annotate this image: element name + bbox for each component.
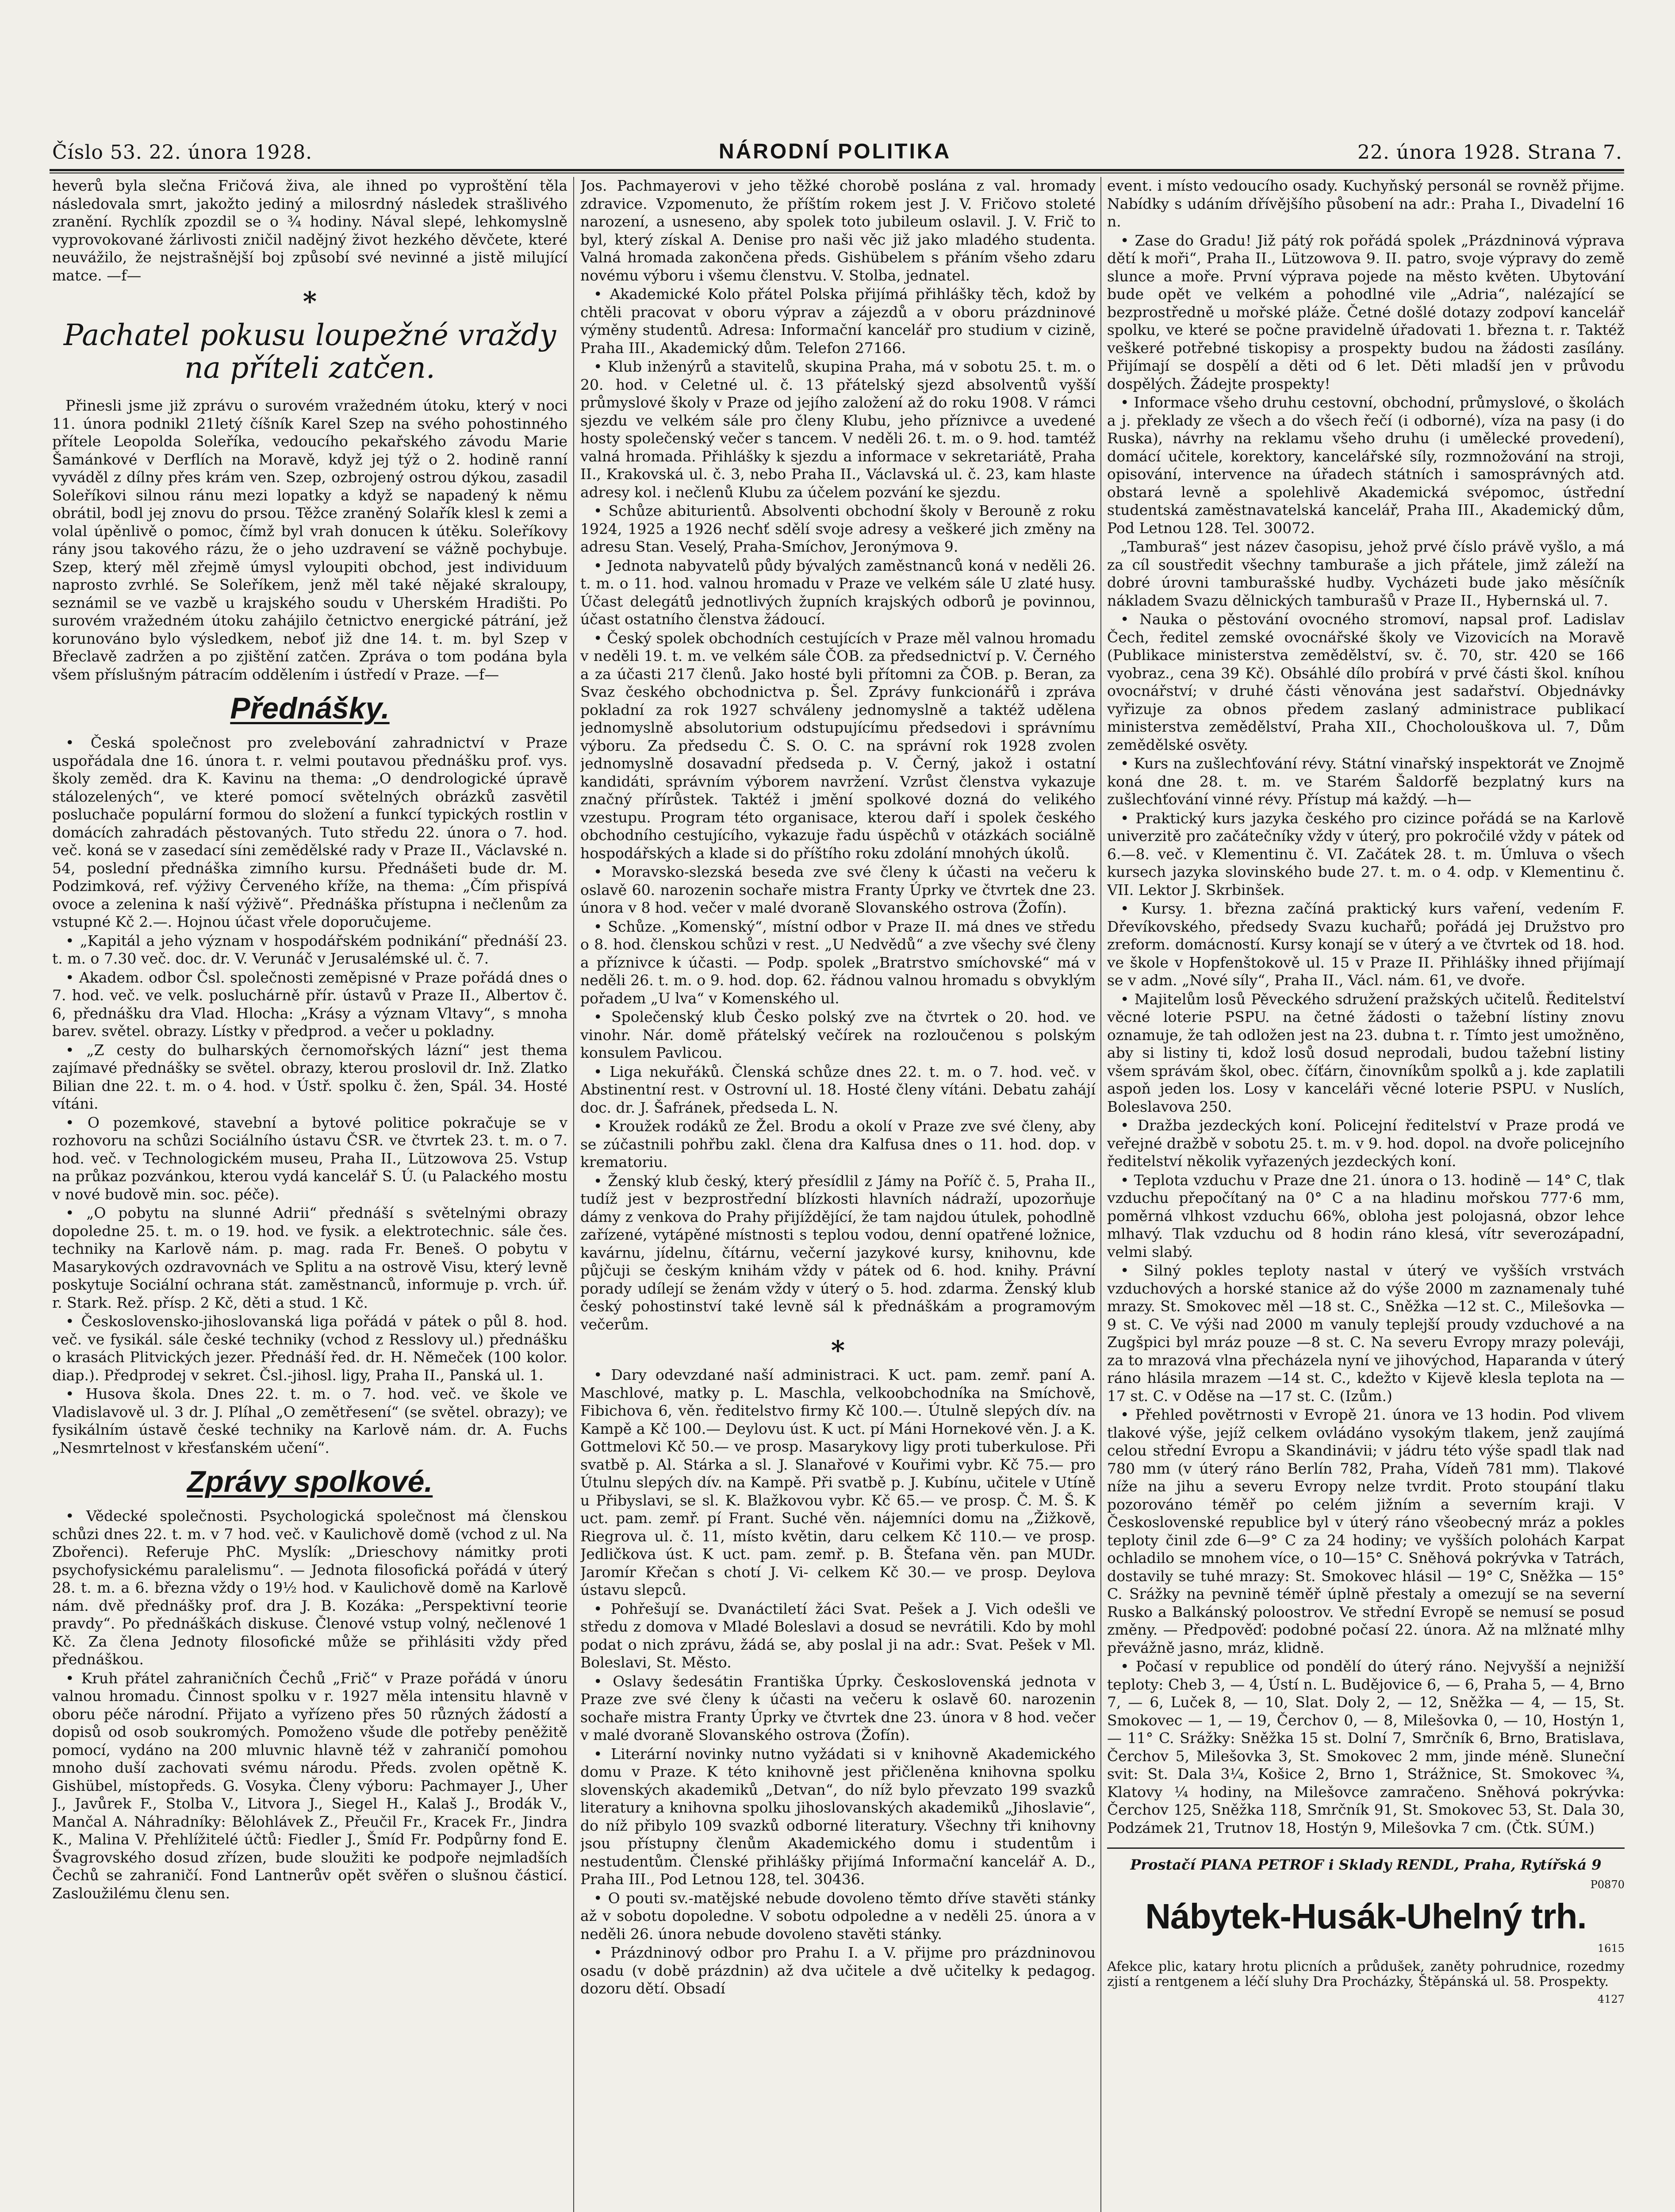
notice-paragraph: • Dary odevzdané naší administraci. K uct. pam. zemř. paní A. Maschlové, matky p. L. Maschla, velkoobchodníka na Smíchově, Fibichova 6, věn. ředitelstvo firmy Kč 100.—. Útulně slepých dív. na Kampě a Kč 100.— Deylovu úst. K uct. pí Máni Hornekové věn. J. a K. Gottmelovi Kč 50.— ve prosp. Masarykovy ligy proti tuberkulose. Při svatbě p. Al. Stárka a sl. J. Slanařové v Kouřimi vybr. Kč 75.— pro Útulnu slepých dív. na Kampě. Při svatbě p. J. Kubínu, učitele v Utíně u Přibyslavi, se sl. K. Blažkovou vybr. Kč 65.— ve prosp. Č. M. Š. K uct. pam. zemř. pí Frant. Suché věn. nájemníci domu na „Žižkově, Riegrova ul. č. 11, místo květin, daru celkem Kč 110.— ve prosp. Jedličkova úst. K uct. pam. zemř. p. B. Štefana věn. pan MUDr. Jaromír Křečan s chotí J. Vi‑ celkem Kč 30.— ve prosp. Deylova ústavu slepců. (580, 1366, 1096, 1598)
notice-paragraph: • Akademické Kolo přátel Polska přijímá přihlášky těch, kdož by chtěli pracovat v oboru výprav a zájezdů a v oboru prázdninové výměny studentů. Adresa: Informační kancelář pro studium v cizině, Praha III., Akademický dům. Telefon 27166. (580, 285, 1096, 357)
notice-paragraph: • Liga nekuřáků. Členská schůze dnes 22. t. m. o 7. hod. več. v Abstinentní rest. v Ostrovní ul. 18. Hosté členy vítáni. Debatu zahájí doc. dr. J. Šafránek, předseda L. N. (580, 1063, 1096, 1116)
article-headline: Pachatel pokusu loupežné vraždy na příteli zatčen. (63, 318, 556, 385)
notice-paragraph: • Český spolek obchodních cestujících v Praze měl valnou hromadu v neděli 19. t. m. ve velkém sále ČOB. za předsednictví p. V. Černého a za účasti 217 členů. Jako hosté byli přítomni za ČOB. p. Beran, za Svaz českého obchodnictva p. Šel. Zprávy funkcionářů i zpráva pokladní za rok 1927 schváleny jednomyslně a taktéž udělena jednomyslně absolutorium odstupujícímu předsedovi i správnímu výboru. Za předsedu Č. S. O. C. na správní rok 1928 zvolen jednomyslně dosavadní předseda p. V. Černý, jakož i ostatní kandidáti, správním výborem navržení. Vzrůst členstva vykazuje značný přírůstek. Taktéž i jmění spolkové dozná do velikého vzestupu. Program této organisace, kterou daří i spolek českého obchodního cestujícího, vykazuje řadu úspěchů v otázkách sociálně hospodářských a klade si do příštího roku zdolání mnohých úkolů. (580, 629, 1096, 862)
notice-paragraph: event. i místo vedoucího osady. Kuchyňský personál se rovněž přijme. Nabídky s udáním dřívějšího působení na adr.: Praha I., Divadelní 16 n. (1107, 177, 1625, 230)
notice-paragraph: • Schůze. „Komenský“, místní odbor v Praze II. má dnes ve středu o 8. hod. členskou schůzi v rest. „U Nedvědů“ a zve všechy své členy a příznivce k účasti. — Podp. spolek „Bratrstvo smíchovské“ má v neděli 26. t. m. o 9. hod. dop. 62. řádnou valnou hromadu s obvyklým pořadem „U lva“ v Komenského ul. (580, 918, 1096, 1007)
column-divider (1100, 177, 1101, 2212)
notice-paragraph: • Akadem. odbor Čsl. společnosti zeměpisné v Praze pořádá dnes o 7. hod. več. ve velk. posluchárně přír. ústavů v Praze II., Albertov č. 6, přednášku dra Vlad. Hlocha: „Krásy a význam Vltavy“, s mnoha barev. světel. obrazy. Lístky v předprod. a večer u pokladny. (52, 968, 567, 1040)
masthead: NÁRODNÍ POLITIKA (718, 140, 951, 163)
ad-code: 1615 (1597, 1942, 1625, 1955)
notice-paragraph: • „Z cesty do bulharských černomořských lázní“ jest thema zajímavé přednášky se světel. obrazy, kterou proslovil dr. Inž. Zlatko Bilian dne 22. t. m. o 4. hod. v Ústř. spolku č. žen, Spál. 34. Hosté vítáni. (52, 1041, 567, 1112)
notice-paragraph: • Dražba jezdeckých koní. Policejní ředitelství v Praze prodá ve veřejné dražbě v sobotu 25. t. m. v 9. hod. dopol. na dvoře policejního ředitelství několik vyřazených jezdeckých koní. (1107, 1117, 1625, 1170)
page-header (52, 133, 1622, 164)
notice-paragraph: • Zase do Gradu! Již pátý rok pořádá spolek „Prázdninová výprava dětí k moři“, Praha II., Lützowova 9. II. patro, svoje výpravy do země slunce a moře. První výprava pojede na město květen. Ubytování bude opět ve velkém a pohodlné vile „Adria“, nalézající se bezprostředně u mořské pláže. Četné došlé dotazy zodpoví kancelář spolku, ve které se počne pravidelně úřadovati 1. března t. r. Taktéž veškeré potřebné tiskopisy a prospekty budou na žádosti zasílány. Přijímají se dospělí a děti od 6 let. Děti mladší jen v průvodu dospělých. Žádejte prospekty! (1107, 231, 1625, 392)
ad-code: P0870 (1590, 1878, 1625, 1891)
article-paragraph: Přinesli jsme již zprávu o surovém vražedném útoku, který v noci 11. února podnikl 21letý číšník Karel Szep na svého pohostinného přítele Leopolda Soleříka, vedoucího pekařského závodu Marie Šamánkové v Derflích na Moravě, když jej týž o 2. hodině ranní vyváděl z dílny přes krám ven. Szep, ozbrojený ostrou dýkou, zasadil Soleříkovi silnou ránu mezi lopatky a když se napadený k němu obrátil, bodl jej znovu do prsou. Těžce zraněný Solařík klesl k zemi a volal úpěnlivě o pomoc, čímž byl vrah donucen k útěku. Soleříkovy rány jsou takového rázu, že o jeho uzdravení se vážně pochybuje. Szep, který měl zřejmě úmysl vyloupiti obchod, jest individuum naprosto zvrhlé. Se Soleříkem, jenž měl také nějaké skraloupy, seznámil se ve vazbě u krajského soudu v Uherském Hradišti. Po surovém vražedném útoku zahájilo četnictvo energické pátrání, jež korunováno bylo výsledkem, neboť již dne 14. t. m. byl Szep v Břeclavě zadržen a po zjištění zatčen. Zpráva o tom podána byla všem příslušným pátracím oddělením i ústředí v Praze. —f— (52, 397, 567, 683)
separator-asterisk: * (303, 286, 317, 317)
weather-paragraph: • Přehled povětrnosti v Evropě 21. února ve 13 hodin. Pod vlivem tlakové výše, jejíž celkem ovládáno vysokým tlakem, jenž zaujímá celou střední Evropu a Skandinávii; v jádru této výše spadl tlak nad 780 mm (v úterý ráno Berlín 782, Praha, Vídeň 781 mm). Tlakové níže na jihu a severu Evropy nelze tvrdit. Proto stoupání tlaku pozorováno téměř po celém jižním a severním kraji. V Československé republice byl v úterý ráno všeobecný mráz a pokles teploty činil zde 6—9° C za 24 hodiny; ve vyšších polohách Karpat ochladilo se mnohem více, o 10—15° C. Sněhová pokrývka v Tatrách, dostavily se tuhé mrazy: St. Smokovec hlásil — 19° C, Sněžka — 15° C. Srážky na pevnině téměř úplně přestaly a omezují se na severní Rusko a Balkánský poloostrov. Ve střední Evropě se nemusí se posud změny. — Předpověď: podobné počasí 22. února. Až na mlžnaté mlhy převážně jasno, mráz, klidně. (1107, 1406, 1625, 1656)
notice-paragraph: • Společenský klub Česko polský zve na čtvrtek o 20. hod. ve vinohr. Nár. domě přátelský večírek na rozloučenou s polským konsulem Pavlicou. (580, 1008, 1096, 1061)
issue-number: Číslo 53. 22. února 1928. (52, 141, 313, 164)
notice-paragraph: „Tamburaš“ jest název časopisu, jehož prvé číslo právě vyšlo, a má za cíl soustředit všechny tamburaše a jich přátele, jimž záleží na dobré úrovni tamburašské hudby. Vycházeti bude jako měsíčník nákladem Svazu dělnických tamburašů v Praze II., Hybernská ul. 7. (1107, 538, 1625, 609)
notice-paragraph: • Pohřešují se. Dvanáctiletí žáci Svat. Pešek a J. Vich odešli ve středu z domova v Mladé Boleslavi a dosud se nevrátili. Kdo by mohl podat o nich zprávu, žádá se, aby poslal ji na adr.: Svat. Pešek v Ml. Boleslavi, St. Město. (580, 1600, 1096, 1671)
notice-paragraph: • O pozemkové, stavební a bytové politice pokračuje se v rozhovoru na schůzi Sociálního ústavu ČSR. ve čtvrtek 23. t. m. o 7. hod. več. v Technologickém museu, Praha II., Lützowova 25. Vstup na průkaz pozvánkou, kterou vydá kancelář S. Ú. (u Palackého mostu v nové budově min. soc. péče). (52, 1114, 567, 1203)
date-page: 22. února 1928. Strana 7. (1357, 141, 1622, 164)
notice-paragraph: • Ženský klub český, který přesídlil z Jámy na Poříč č. 5, Praha II., tudíž jest v bezprostřední blízkosti hlavních nádraží, upozorňuje dámy z venkova do Prahy přijíždějící, že tam najdou útulek, pohodlně zařízené, vytápěné místnosti s teplou vodou, denní opatřené ložnice, kavárnu, jídelnu, čítárnu, večerní jazykové kursy, knihovnu, kde půjčuji se českým knihám vždy v pátek od 6. hod. knihy. Právní porady udílejí se ženám vždy v úterý o 5. hod. zdarma. Ženský klub český pohostinství také levně sál k přednáškám a programovým večerům. (580, 1172, 1096, 1333)
notice-paragraph: • „O pobytu na slunné Adrii“ přednáší s světelnými obrazy dopoledne 25. t. m. o 19. hod. ve fysik. a elektrotechnic. sále čes. techniky na Karlově nám. p. mag. rada Fr. Beneš. O pobytu v Masarykových ozdravovnách ve Splitu a na ostrově Visu, který levně poskytuje Sociální ochrana stát. zaměstnanců, informuje p. vrch. úř. r. Stark. Rež. přísp. 2 Kč, děti a stud. 1 Kč. (52, 1204, 567, 1311)
notice-paragraph: • Kroužek rodáků ze Žel. Brodu a okolí v Praze zve své členy, aby se zúčastnili pohřbu zakl. člena dra Kalfusa dnes o 11. hod. dop. v krematoriu. (580, 1118, 1096, 1171)
notice-paragraph: • Praktický kurs jazyka českého pro cizince pořádá se na Karlově univerzitě pro začátečníky vždy v úterý, pro pokročilé vždy v pátek od 6.—8. več. v Klementinu č. VI. Začátek 28. t. m. Úmluva o všech kursech jazyka slovinského bude 27. t. m. o 4. odp. v Klementinu č. VII. Lektor J. Skrbinšek. (1107, 809, 1625, 899)
notice-paragraph: • O pouti sv.-matějské nebude dovoleno těmto dříve stavěti stánky až v sobotu dopoledne. V sobotu odpoledne a v neděli 25. února a v neděli 26. února nebude dovoleno stavěti stánky. (580, 1889, 1096, 1943)
notice-paragraph: • Jednota nabyvatelů půdy bývalých zaměstnanců koná v neděli 26. t. m. o 11. hod. valnou hromadu v Praze ve velkém sále U zlaté husy. Účast delegátů jednotlivých župních krajských odborů je povinnou, účast ostatního členstva žádoucí. (580, 557, 1096, 628)
notice-paragraph: • Moravsko-slezská beseda zve své členy k účasti na večeru k oslavě 60. narozenin sochaře mistra Franty Úprky ve čtvrtek dne 23. února v 8 hod. večer v malé dvoraně Slovanského ostrova (Žofín). (580, 863, 1096, 916)
weather-paragraph: • Počasí v republice od pondělí do úterý ráno. Nejvyšší a nejnižší teploty: Cheb 3, — 4, Ústí n. L. Budějovice 6, — 6, Praha 5, — 4, Brno 7, — 6, Luček 8, — 10, Slat. Doly 2, — 12, Sněžka — 4, — 15, St. Smokovec — 1, — 19, Čerchov 0, — 8, Milešovka 0, — 10, Hostýn 1, — 11° C. Srážky: Sněžka 15 st. Dolní 7, Smrčník 6, Brno, Bratislava, Čerchov 5, Milešovka 3, St. Smokovec 2 mm, jinde méně. Sluneční svit: St. Dala 3¼, Košice 2, Brno 1, Strážnice, St. Smokovec ¾, Klatovy ¼ hodiny, na Milešovce zamračeno. Sněhová pokrývka: Čerchov 125, Sněžka 118, Smrčník 91, St. Smokovec 53, St. Dala 30, Podzámek 21, Trutnov 18, Hostýn 9, Milešovka 7 cm. (Čtk. SÚM.) (1107, 1658, 1625, 1836)
notice-paragraph: • Prázdninový odbor pro Prahu I. a V. přijme pro prázdninovou osadu (v době prázdnin) až dva učitele a dvě učitelky k pedagog. dozoru dětí. Obsadí (580, 1944, 1096, 1997)
ad-code: 4127 (1597, 1993, 1625, 2005)
notice-paragraph: • Vědecké společnosti. Psychologická společnost má členskou schůzi dnes 22. t. m. v 7 hod. več. v Kaulichově domě (vchod z ul. Na Zbořenci). Referuje PhC. Myslík: „Drieschovy námitky proti psychofysickému paralelismu“. — Jednota filosofická pořádá v úterý 28. t. m. a 6. března vždy o 19½ hod. v Kaulichově domě na Karlově nám. dvě přednášky prof. dra J. B. Kozáka: „Perspektivní teorie pravdy“. Po přednáškách diskuse. Členové vstup volný, nečlenové 1 Kč. Za člena Jednoty filosofické může se přihlásiti vždy před přednáškou. (52, 1507, 567, 1668)
advertisement-piano: Prostačí PIANA PETROF i Sklady RENDL, Praha, Rytířská 9 (1107, 1847, 1625, 1874)
notice-paragraph: • Československo-jihoslovanská liga pořádá v pátek o půl 8. hod. več. ve fysikál. sále české techniky (vchod z Resslovy ul.) přednášku o krasách Plitvických jezer. Přednáší řed. dr. H. Němeček (100 kolor. diap.). Předprodej v sekret. Čsl.-jihosl. ligy, Praha II., Panská ul. 1. (52, 1313, 567, 1384)
advertisement-furniture: Nábytek-Husák-Uhelný trh. (1145, 1897, 1587, 1936)
advertisement-medical: Afekce plic, katary hrotu plicních a průdušek, zaněty pohrudnice, rozedmy zjistí a rentgenem a léčí sluhy Dra Procházky, Štěpánská ul. 58. Prospekty. (1107, 1959, 1625, 1989)
notice-paragraph: • Literární novinky nutno vyžádati si v knihovně Akademického domu v Praze. K této knihovně jest přičleněna knihovna spolku slovenských akademiků „Detvan“, do níž bylo převzato 199 svazků literatury a knihovna spolku jihoslovanských akademiků „Jihoslavie“, do níž přibylo 109 svazků odborné literatury. Všechny tři knihovny jsou přístupny členům Akademického domu i studentům i nestudentům. Členské přihlášky přijímá Informační kancelář A. D., Praha III., Pod Letnou 128, tel. 30436. (580, 1745, 1096, 1888)
notice-paragraph: • Oslavy šedesátin Františka Úprky. Československá jednota v Praze zve své členy k účasti na večeru k oslavě 60. narozenin sochaře mistra Franty Úprky ve čtvrtek dne 23. února v 8 hod. večer v malé dvoraně Slovanského ostrova (Žofín). (580, 1672, 1096, 1743)
column-divider (573, 177, 574, 2212)
header-rule (50, 169, 1624, 171)
weather-paragraph: • Teplota vzduchu v Praze dne 21. února o 13. hodině — 14° C, tlak vzduchu přepočítaný na 0° C a na hladinu mořskou 777·6 mm, poměrná vlhkost vzduchu 66%, obloha jest polojasná, obzor lehce mlhavý. Tlak vzduchu od 8 hodin ráno klesá, vítr severozápadní, velmi slabý. (1107, 1171, 1625, 1260)
notice-paragraph: • Nauka o pěstování ovocného stromoví, napsal prof. Ladislav Čech, ředitel zemské ovocnářské školy ve Vizovicích na Moravě (Publikace ministerstva zemědělství, sv. č. 70, str. 420 se 166 vyobraz., cena 39 Kč). Obsáhlé dílo probírá v prvé části škol. kníhou ovocnářství; v druhé části věnována jest sadařství. Objednávky vyřizuje za obnos předem zaslaný administrace publikací ministerstva zemědělství, Praha XII., Chocholouškova ul. 7, Dům zemědělské osvěty. (1107, 611, 1625, 753)
notice-paragraph: • „Kapitál a jeho význam v hospodářském podnikání“ přednáší 23. t. m. o 7.30 več. doc. dr. V. Verunáč v Jerusalémské ul. č. 7. (52, 932, 567, 967)
article-paragraph: heverů byla slečna Fričová živa, ale ihned po vyproštění těla následovala smrt, jakožto jediný a milosrdný následek strašlivého zranění. Rychlík zpozdil se o ¾ hodiny. Nával slepé, lehkomyslně vyprovokované žárlivosti zničil nadějný život hezkého děvčete, které neuvážilo, že nejstrašnější boj způsobí své nevinné a jistě milující matce. —f— (52, 177, 567, 284)
column-1 (52, 177, 567, 2212)
notice-paragraph: • Kurs na zušlechťování révy. Státní vinařský inspektorát ve Znojmě koná dne 28. t. m. ve Starém Šaldorfě bezplatný kurs na zušlechťování vinné révy. Přístup má každý. —h— (1107, 755, 1625, 808)
column-3 (1107, 177, 1625, 2212)
section-heading-club-news: Zprávy spolkové. (187, 1465, 433, 1498)
separator-asterisk: * (831, 1335, 845, 1366)
notice-paragraph: • Kruh přátel zahraničních Čechů „Frič“ v Praze pořádá v únoru valnou hromadu. Činnost spolku v r. 1927 měla intensitu hlavně v oboru péče národní. Přijato a vyřízeno přes 50 různých žádostí a dopisů od osob soukromých. Pomoženo všude dle potřeby peněžitě pomocí, vydáno na 200 mluvnic hlavně též v zahraničí pomohou mnoho duší zachovati svému národu. Předs. zvolen opětně K. Gishübel, místopředs. G. Vosyka. Členy výboru: Pachmayer J., Uher J., Javůrek F., Stolba V., Litvora J., Siegel H., Kalaš J., Brodák V., Mančal A. Náhradníky: Bělohlávek Z., Přeučil Fr., Kracek Fr., Jindra K., Malina V. Přehlížitelé účtů: Fiedler J., Šmíd Fr. Podpůrny fond E. Švagrovského dosud zřízen, bude sloužiti ke podpoře nejmladších Čechů se zahraničí. Fond Lantnerův opět svěřen o slušnou částicí. Zasloužilému členu sen. (52, 1669, 567, 1902)
notice-paragraph: • Majitelům losů Pěveckého sdružení pražských učitelů. Ředitelství věcné loterie PSPU. na četné žádosti o tažební lístiny znovu oznamuje, že tah odložen jest na 23. dubna t. r. Tímto jest umožněno, aby si listiny ti, kdož losů dosud neprodali, budou tažební listiny všem správám škol, obec. číťárn, činovníkům spolků a j. kde zaplatili aspoň jeden los. Losy v kanceláři věcné loterie PSPU. v Nuslích, Boleslavova 250. (1107, 990, 1625, 1115)
weather-paragraph: • Silný pokles teploty nastal v úterý ve vyšších vrstvách vzduchových a horské stanice až do výše 2000 m zaznamenaly tuhé mrazy. St. Smokovec měl —18 st. C., Sněžka —12 st. C., Milešovka —9 st. C. Ve výši nad 2000 m vanuly teplejší proudy vzduchové a na Zugšpici byl mráz pouze —8 st. C. Na severu Evropy mrazy poleváji, za to mrazová vlna přecházela nyní ve jihovýchod, Haparanda v úterý ráno hlásila mrazem —14 st. C., kdežto v Kijevě klesla teplota na —17 st. C. v Oděse na —17 st. C. (Izům.) (1107, 1262, 1625, 1405)
notice-paragraph: • Klub inženýrů a stavitelů, skupina Praha, má v sobotu 25. t. m. o 20. hod. v Celetné ul. č. 13 přátelský sjezd absolventů vyšší průmyslové školy v Praze od jejího založení až do roku 1908. V rámci sjezdu ve velkém sále pro členy Klubu, jeho příznivce a uvedené hosty společenský večer s tancem. V neděli 26. t. m. o 9. hod. tamtéž valná hromada. Přihlášky k sjezdu a informace v sekretariátě, Praha II., Krakovská ul. č. 3, nebo Praha II., Václavská ul. č. 23, kam hlaste adresy kol. i nečlenů Klubu za účelem pozvání ke sjezdu. (580, 358, 1096, 501)
notice-paragraph: • Schůze abiturientů. Absolventi obchodní školy v Berouně z roku 1924, 1925 a 1926 nechť sdělí svoje adresy a veškeré jich změny na adresu Stan. Veselý, Praha-Smíchov, Jeronýmova 9. (580, 502, 1096, 555)
notice-paragraph: • Kursy. 1. března začíná praktický kurs vaření, vedením F. Dřevíkovského, předsedy Svazu kuchařů; pořádá jej Družstvo pro zreform. domácností. Kursy konají se v úterý a ve čtvrtek od 18. hod. ve škole v Hopfenštokově ul. 15 v Praze II. Přihlášky ihned přijímají se v adm. „Nové síly“, Praha II., Václ. nám. 61, ve dvoře. (1107, 900, 1625, 989)
notice-paragraph: Jos. Pachmayerovi v jeho těžké chorobě poslána z val. hromady zdravice. Vzpomenuto, že příštím rokem jest J. V. Fričovo stoleté narození, a usneseno, aby spolek toto jubileum oslavil. J. V. Frič to byl, který získal A. Denise pro naši věc již jako mladého studenta. Valná hromada zakončena předs. Gishübelem s přáním všeho zdaru novému výboru i všemu členstvu. V. Stolba, jednatel. (580, 177, 1096, 284)
section-heading-lectures: Přednášky. (230, 691, 390, 725)
notice-paragraph: • Husova škola. Dnes 22. t. m. o 7. hod. več. ve škole ve Vladislavově ul. 3 dr. J. Plíhal „O zemětřesení“ (se světel. obrazy); ve fysikálním ústavě české techniky na Karlově nám. dr. A. Fuchs „Nesmrtelnost v křesťanském učení“. (52, 1385, 567, 1456)
column-2 (580, 177, 1096, 2212)
notice-paragraph: • Česká společnost pro zvelebování zahradnictví v Praze uspořádala dne 16. února t. r. velmi poutavou přednášku prof. vys. školy zeměd. dra K. Kavinu na thema: „O dendrologické úpravě stálozelených“, ve které pomocí světelných obrázků zasvětil posluchače populární formou do složení a funkcí typických rostlin v domácích zahradách pěstovaných. Tuto středu 22. února o 7. hod. več. koná se v zasedací síni zemědělské rady v Praze II., Václavské n. 54, poslední přednáška zimního kursu. Přednášeti bude dr. M. Podzimková, ref. výživy Červeného kříže, na thema: „Čím přispívá ovoce a zelenina k naší výživě“. Přednáška přístupna i nečlenům za vstupné Kč 2.—. Hojnou účast vřele doporučujeme. (52, 734, 567, 930)
notice-paragraph: • Informace všeho druhu cestovní, obchodní, průmyslové, o školách a j. překlady ze všech a do všech řečí (i odborné), víza na pasy (i do Ruska), návrhy na reklamu všeho druhu (i umělecké provedení), domácí učitele, korektory, kancelářské síly, rozmnožování na stroji, opisování, intervence na úřadech státních i samosprávných atd. obstará levně a spolehlivě Akademická svépomoc, ústřední studentská zaměstnavatelská kancelář, Praha III., Akademický dům, Pod Letnou 128. Tel. 30072. (1107, 394, 1625, 537)
